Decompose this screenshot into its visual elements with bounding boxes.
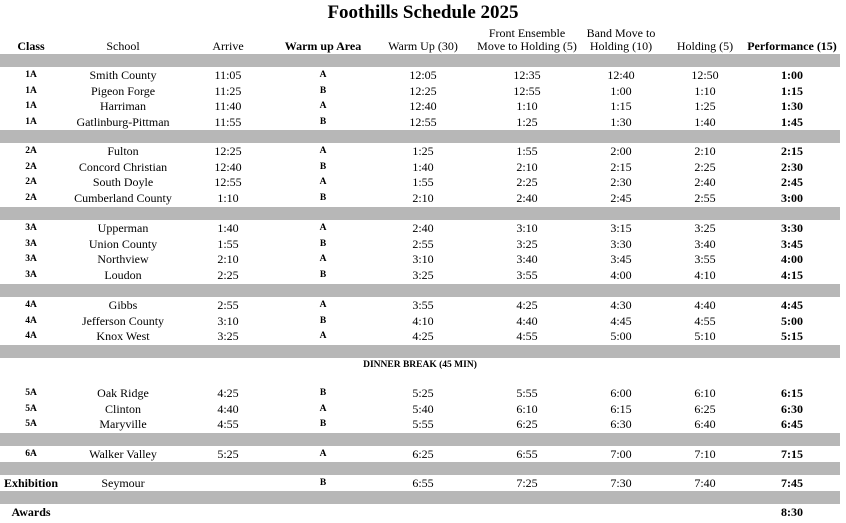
cell-cls: 1A xyxy=(25,101,37,112)
cell-cls: Awards xyxy=(11,505,51,519)
cell-perf: 1:30 xyxy=(781,99,803,114)
cell-band: 4:30 xyxy=(610,298,632,312)
cell-band: 5:00 xyxy=(610,329,632,344)
cell-arrive: 4:40 xyxy=(217,401,239,416)
cell-area: A xyxy=(319,146,327,156)
header-performance: Performance (15) xyxy=(747,39,837,53)
cell-front: 1:25 xyxy=(516,115,538,130)
cell-holding: 2:40 xyxy=(694,175,716,190)
cell-arrive: 3:10 xyxy=(217,313,239,328)
header-front-ensemble: Front Ensemble Move to Holding (5) xyxy=(477,26,577,53)
cell-perf: 1:15 xyxy=(781,83,803,98)
cell-warmup: 5:25 xyxy=(412,386,434,400)
cell-arrive: 4:55 xyxy=(217,417,239,432)
cell-cls: 5A xyxy=(25,388,37,398)
cell-area: A xyxy=(319,403,327,414)
cell-perf: 5:15 xyxy=(781,329,803,344)
cell-school: Pigeon Forge xyxy=(90,83,156,98)
cell-arrive: 3:25 xyxy=(217,329,239,344)
cell-perf: 1:00 xyxy=(781,68,803,82)
separator-band xyxy=(0,284,840,297)
cell-school: Gatlinburg-Pittman xyxy=(76,115,170,130)
cell-band: 3:15 xyxy=(610,221,632,235)
cell-warmup: 1:25 xyxy=(412,144,434,158)
cell-holding: 5:10 xyxy=(694,329,716,344)
cell-warmup: 3:25 xyxy=(412,268,434,283)
cell-band: 12:40 xyxy=(607,68,635,82)
cell-arrive: 1:10 xyxy=(217,191,239,206)
cell-area: B xyxy=(319,270,327,281)
cell-cls: 6A xyxy=(25,449,37,459)
cell-school: Walker Valley xyxy=(89,447,157,461)
cell-perf: 2:30 xyxy=(781,159,803,174)
cell-arrive: 12:40 xyxy=(214,159,242,174)
cell-area: A xyxy=(319,449,327,459)
cell-school: Cumberland County xyxy=(74,191,172,206)
cell-perf: 4:15 xyxy=(781,268,803,283)
cell-front: 12:35 xyxy=(513,68,541,82)
cell-cls: 2A xyxy=(25,193,37,204)
break-note: DINNER BREAK (45 MIN) xyxy=(363,360,477,370)
cell-cls: 5A xyxy=(25,403,37,414)
cell-band: 7:30 xyxy=(610,476,632,490)
cell-front: 1:10 xyxy=(516,99,538,114)
cell-warmup: 1:40 xyxy=(412,159,434,174)
cell-school: Maryville xyxy=(99,417,147,432)
cell-cls: 4A xyxy=(25,315,37,326)
cell-cls: 2A xyxy=(25,161,37,172)
cell-area: A xyxy=(319,254,327,265)
cell-school: Smith County xyxy=(89,68,157,82)
separator-band xyxy=(0,207,840,220)
separator-band xyxy=(0,54,840,67)
cell-school: Concord Christian xyxy=(78,159,168,174)
cell-perf: 6:45 xyxy=(781,417,803,432)
cell-school: Union County xyxy=(88,236,158,251)
cell-cls: 5A xyxy=(25,419,37,430)
cell-holding: 2:55 xyxy=(694,191,716,206)
cell-school: Northview xyxy=(97,252,149,267)
cell-cls: 3A xyxy=(25,270,37,281)
cell-holding: 12:50 xyxy=(691,68,719,82)
cell-perf: 2:45 xyxy=(781,175,803,190)
cell-area: A xyxy=(319,331,327,342)
cell-cls: 4A xyxy=(25,331,37,342)
cell-warmup: 12:55 xyxy=(409,115,437,130)
cell-area: B xyxy=(319,419,327,430)
cell-arrive: 1:40 xyxy=(217,221,239,235)
cell-front: 2:10 xyxy=(516,159,538,174)
cell-warmup: 12:25 xyxy=(409,83,437,98)
cell-band: 4:45 xyxy=(610,313,632,328)
cell-school: Oak Ridge xyxy=(97,386,149,400)
cell-holding: 3:55 xyxy=(694,252,716,267)
cell-school: Fulton xyxy=(107,144,139,158)
cell-front: 2:40 xyxy=(516,191,538,206)
cell-area: A xyxy=(319,177,327,188)
cell-arrive: 4:25 xyxy=(217,386,239,400)
cell-cls: 1A xyxy=(25,70,37,80)
cell-holding: 6:25 xyxy=(694,401,716,416)
cell-arrive: 2:25 xyxy=(217,268,239,283)
cell-band: 1:30 xyxy=(610,115,632,130)
cell-arrive: 11:05 xyxy=(214,68,242,82)
cell-perf: 1:45 xyxy=(781,115,803,130)
cell-holding: 4:55 xyxy=(694,313,716,328)
cell-arrive: 2:10 xyxy=(217,252,239,267)
cell-band: 2:45 xyxy=(610,191,632,206)
cell-holding: 3:40 xyxy=(694,236,716,251)
cell-holding: 7:10 xyxy=(694,447,716,461)
cell-arrive: 5:25 xyxy=(217,447,239,461)
header-arrive: Arrive xyxy=(212,39,244,53)
header-holding: Holding (5) xyxy=(676,39,734,53)
cell-holding: 1:40 xyxy=(694,115,716,130)
cell-school: Jefferson County xyxy=(81,313,165,328)
cell-warmup: 4:10 xyxy=(412,313,434,328)
cell-area: B xyxy=(319,238,327,249)
cell-band: 2:15 xyxy=(610,159,632,174)
separator-band xyxy=(0,491,840,504)
cell-warmup: 3:10 xyxy=(412,252,434,267)
cell-perf: 2:15 xyxy=(781,144,803,158)
cell-holding: 1:10 xyxy=(694,83,716,98)
cell-perf: 6:30 xyxy=(781,401,803,416)
cell-holding: 2:25 xyxy=(694,159,716,174)
cell-front: 1:55 xyxy=(516,144,538,158)
cell-arrive: 11:55 xyxy=(214,115,242,130)
cell-perf: 3:00 xyxy=(781,191,803,206)
cell-front: 5:55 xyxy=(516,386,538,400)
cell-band: 2:30 xyxy=(610,175,632,190)
cell-cls: 3A xyxy=(25,254,37,265)
cell-holding: 4:10 xyxy=(694,268,716,283)
cell-front: 4:25 xyxy=(516,298,538,312)
cell-warmup: 5:40 xyxy=(412,401,434,416)
header-warmup: Warm Up (30) xyxy=(388,39,458,53)
cell-front: 2:25 xyxy=(516,175,538,190)
cell-perf: 5:00 xyxy=(781,313,803,328)
header-school: School xyxy=(106,39,140,53)
cell-band: 6:30 xyxy=(610,417,632,432)
cell-area: A xyxy=(319,223,327,233)
cell-arrive: 11:25 xyxy=(214,83,242,98)
separator-band xyxy=(0,433,840,446)
cell-front: 6:10 xyxy=(516,401,538,416)
cell-area: B xyxy=(319,388,327,398)
cell-warmup: 5:55 xyxy=(412,417,434,432)
cell-warmup: 6:25 xyxy=(412,447,434,461)
cell-holding: 1:25 xyxy=(694,99,716,114)
cell-perf: 4:45 xyxy=(781,298,803,312)
cell-holding: 2:10 xyxy=(694,144,716,158)
cell-perf: 4:00 xyxy=(781,252,803,267)
cell-front: 6:25 xyxy=(516,417,538,432)
cell-area: A xyxy=(319,101,327,112)
cell-warmup: 3:55 xyxy=(412,298,434,312)
cell-front: 12:55 xyxy=(513,83,541,98)
cell-arrive: 1:55 xyxy=(217,236,239,251)
cell-school: South Doyle xyxy=(92,175,154,190)
header-band-move: Band Move to Holding (10) xyxy=(586,26,656,53)
cell-cls: 1A xyxy=(25,117,37,128)
cell-holding: 6:10 xyxy=(694,386,716,400)
cell-school: Harriman xyxy=(100,99,146,114)
cell-cls: 4A xyxy=(25,300,37,310)
cell-warmup: 2:10 xyxy=(412,191,434,206)
cell-area: B xyxy=(319,315,327,326)
cell-front: 4:55 xyxy=(516,329,538,344)
cell-perf: 8:30 xyxy=(781,505,803,519)
cell-band: 6:15 xyxy=(610,401,632,416)
cell-warmup: 4:25 xyxy=(412,329,434,344)
cell-area: B xyxy=(319,117,327,128)
cell-band: 1:00 xyxy=(610,83,632,98)
cell-cls: 2A xyxy=(25,146,37,156)
cell-school: Loudon xyxy=(104,268,142,283)
separator-band xyxy=(0,130,840,143)
cell-perf: 7:45 xyxy=(781,476,803,490)
cell-area: B xyxy=(319,161,327,172)
cell-cls: 3A xyxy=(25,238,37,249)
cell-cls: 2A xyxy=(25,177,37,188)
cell-area: A xyxy=(319,300,327,310)
cell-band: 1:15 xyxy=(610,99,632,114)
cell-area: B xyxy=(319,478,327,488)
cell-cls: Exhibition xyxy=(3,476,59,490)
cell-perf: 3:45 xyxy=(781,236,803,251)
cell-area: B xyxy=(319,85,327,96)
cell-band: 3:30 xyxy=(610,236,632,251)
cell-front: 3:10 xyxy=(516,221,538,235)
cell-band: 7:00 xyxy=(610,447,632,461)
cell-front: 4:40 xyxy=(516,313,538,328)
cell-arrive: 2:55 xyxy=(217,298,239,312)
cell-school: Upperman xyxy=(97,221,149,235)
cell-band: 2:00 xyxy=(610,144,632,158)
cell-warmup: 2:40 xyxy=(412,221,434,235)
cell-area: B xyxy=(319,193,327,204)
cell-holding: 6:40 xyxy=(694,417,716,432)
cell-school: Knox West xyxy=(96,329,150,344)
cell-front: 3:25 xyxy=(516,236,538,251)
cell-area: A xyxy=(319,70,327,80)
separator-band xyxy=(0,462,840,475)
cell-perf: 3:30 xyxy=(781,221,803,235)
cell-holding: 3:25 xyxy=(694,221,716,235)
cell-holding: 4:40 xyxy=(694,298,716,312)
sheet-title: Foothills Schedule 2025 xyxy=(327,2,519,23)
cell-front: 6:55 xyxy=(516,447,538,461)
cell-school: Seymour xyxy=(101,476,145,490)
cell-warmup: 6:55 xyxy=(412,476,434,490)
cell-band: 6:00 xyxy=(610,386,632,400)
cell-cls: 1A xyxy=(25,85,37,96)
cell-holding: 7:40 xyxy=(694,476,716,490)
cell-perf: 7:15 xyxy=(781,447,803,461)
cell-warmup: 2:55 xyxy=(412,236,434,251)
cell-arrive: 11:40 xyxy=(214,99,242,114)
cell-band: 3:45 xyxy=(610,252,632,267)
cell-perf: 6:15 xyxy=(781,386,803,400)
cell-front: 7:25 xyxy=(516,476,538,490)
cell-arrive: 12:25 xyxy=(214,144,242,158)
cell-cls: 3A xyxy=(25,223,37,233)
cell-front: 3:55 xyxy=(516,268,538,283)
cell-arrive: 12:55 xyxy=(214,175,242,190)
cell-front: 3:40 xyxy=(516,252,538,267)
cell-warmup: 12:40 xyxy=(409,99,437,114)
header-class: Class xyxy=(17,39,45,53)
header-warmup-area: Warm up Area xyxy=(284,39,362,53)
cell-school: Gibbs xyxy=(108,298,138,312)
cell-band: 4:00 xyxy=(610,268,632,283)
cell-school: Clinton xyxy=(104,401,141,416)
cell-warmup: 1:55 xyxy=(412,175,434,190)
cell-warmup: 12:05 xyxy=(409,68,437,82)
